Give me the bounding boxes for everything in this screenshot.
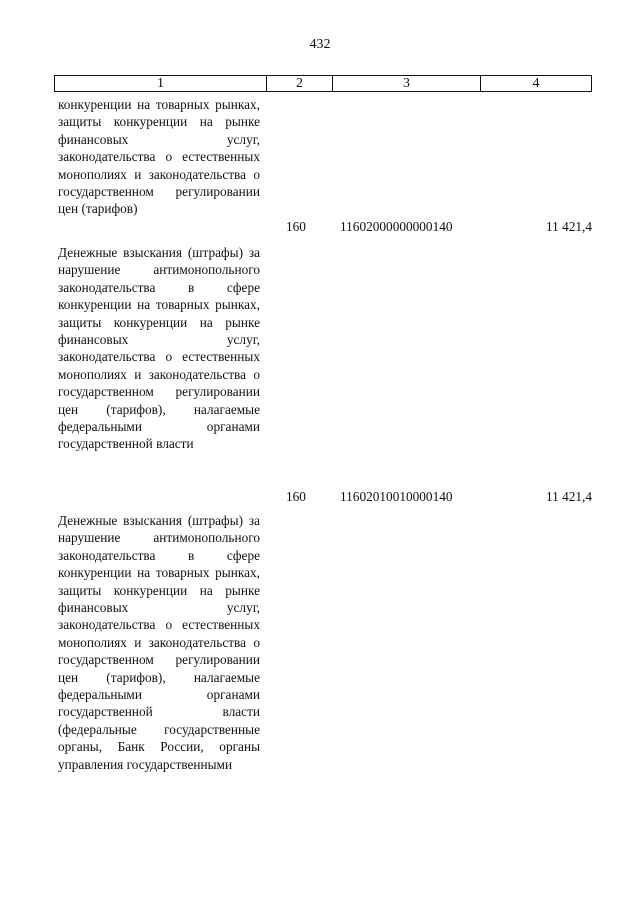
column-header-1: 1 [55,76,267,91]
row-description: конкуренции на товарных рынках, защиты конкуренции на рынке финансовых услуг, законодательства о естественных монополиях и законодательства о государственном регулировании цен (тарифов) [58,97,260,217]
row-col2: 160 [286,219,306,234]
row-description: Денежные взыскания (штрафы) за нарушение антимонопольного законодательства в сфере конкуренции на товарных рынках, защиты конкуренции на рынке финансовых услуг, законодательства о естественных монополиях и законодательства о государственном регулировании цен (тарифов), налагаемые федеральными органами государственной власти [58,245,260,452]
column-header-4: 4 [532,76,540,91]
page-number: 432 [309,37,331,52]
column-header-3: 3 [333,76,481,91]
table-header [54,75,592,92]
row-code: 11602010010000140 [340,489,453,504]
row-amount: 11 421,4 [545,489,592,504]
row-col2: 160 [286,489,306,504]
column-header-2: 2 [267,76,333,91]
row-description: Денежные взыскания (штрафы) за нарушение антимонопольного законодательства в сфере конкуренции на товарных рынках, защиты конкуренции на рынке финансовых услуг, законодательства о естественных монополиях и законодательства о государственном регулировании цен (тарифов), налагаемые федеральными органами государственной власти (федеральные государственные органы, Банк России, органы управления государственными [58,513,260,772]
row-code: 11602000000000140 [340,219,453,234]
row-amount: 11 421,4 [545,219,592,234]
